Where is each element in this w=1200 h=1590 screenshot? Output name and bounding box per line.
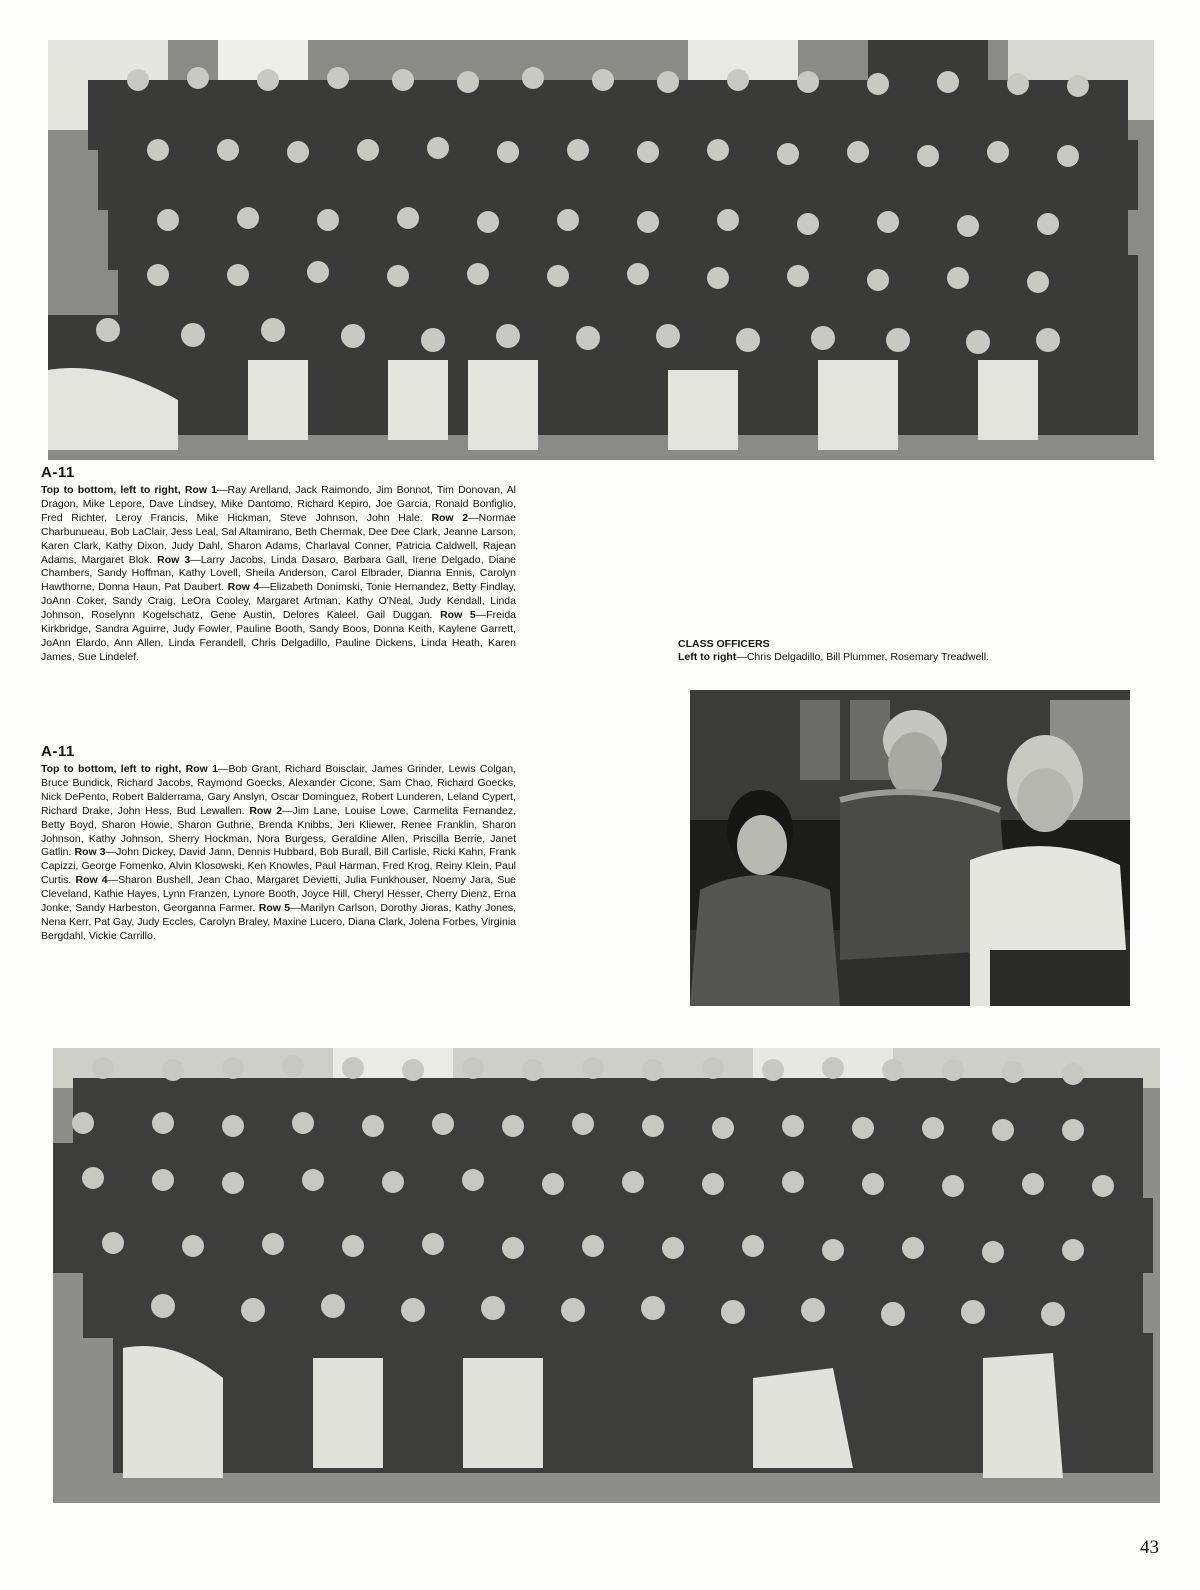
roster-lead: Top to bottom, left to right, Row 1 <box>41 484 218 496</box>
row-label: Row 4 <box>227 581 260 594</box>
class-photo-top <box>48 40 1154 460</box>
officers-text: Left to right—Chris Delgadillo, Bill Plummer, Rosemary Treadwell. <box>678 651 989 663</box>
row-label: Row 2 <box>249 804 283 817</box>
roster-text: Top to bottom, left to right, Row 1—Ray Arelland, Jack Raimondo, Jim Bonnot, Tim Donovan, Al Dragon, Mike Lepore, Dave Lindsey, Mike Dantomo, Richard Kepiro, Joe Garcia, Ronald Bonfiglio, Fred Richter, Leroy Francis, Mike Hickman, Steve Johnson, John Hale. Row 2—Normae Charbunueau, Bob LaClair, Jess Leal, Sal Altamirano, Beth Chermak, Dee Dee Clark, Jeanne Larson, Karen Clark, Kathy Dixon, Judy Dahl, Sharon Adams, Charlaval Conner, Patricia Caldwell, Rajean Adams, Margaret Blok. Row 3—Larry Jacobs, Linda Dasaro, Barbara Gall, Irene Delgado, Diane Chambers, Sandy Hoffman, Kathy Lovell, Sheila Anderson, Carol Elbrader, Dianna Ennis, Carolyn Hawthorne, Donna Haun, Pat Daubert. Row 4—Elizabeth Donimski, Tonie Hernandez, Betty Findlay, JoAnn Coker, Sandy Craig, LeOra Cooley, Margaret Artman, Kathy O'Neal, Judy Kendall, Linda Johnson, Roselynn Kogelschatz, Gene Austin, Delores Kaleel, Gail Duggan. Row 5—Freida Kirkbridge, Sandra Aguirre, Judy Fowler, Pauline Booth, Sandy Boos, Donna Keith, Kaylene Garrett, JoAnn Elardo, Ann Allen, Linda Ferandell, Chris Delgadillo, Pauline Dickens, Linda Heath, Karen James, Sue Lindelef. <box>41 484 517 663</box>
roster-names: Sharon Bushell, Jean Chao, Margaret Devietti, Julia Funkhouser, Noemy Jara, Sue Cleveland, Kathie Hayes, Lynn Franzen, Lynore Booth, Joyce Hill, Cheryl Hesser, Cherry Dienz, Erna Jonke, Sandy Harbeston, Georganna Farmer. <box>41 874 517 915</box>
section-heading: A-11 <box>41 464 75 481</box>
row-label: Row 2 <box>431 511 469 524</box>
row-label: Row 5 <box>258 902 291 915</box>
officers-caption <box>678 638 1148 664</box>
class-photo-top-image <box>48 40 1154 460</box>
roster-names: John Dickey, David Jann, Dennis Hubbard, Bob Burall, Bill Carlisle, Ricki Kahn, Frank Capizzi, George Fomenko, Alvin Klosowski, Ken Knowles, Paul Harman, Fred Krog, Reiny Klein, Paul Curtis. <box>41 846 516 887</box>
roster-names: Ray Arelland, Jack Raimondo, Jim Bonnot, Tim Donovan, Al Dragon, Mike Lepore, Dave Lindsey, Mike Dantomo, Richard Kepiro, Joe Garcia, Ronald Bonfiglio, Fred Richter, Leroy Francis, Mike Hickman, Steve Johnson, John Hale. <box>41 484 516 524</box>
row-label: Row 3 <box>157 553 191 566</box>
officers-photo-image <box>690 690 1130 1006</box>
row-label: Row 4 <box>75 874 108 887</box>
row-label: Row 3 <box>74 846 106 859</box>
roster-names: Larry Jacobs, Linda Dasaro, Barbara Gall, Irene Delgado, Diane Chambers, Sandy Hoffman, Kathy Lovell, Sheila Anderson, Carol Elbrader, Dianna Ennis, Carolyn Hawthorne, Donna Haun, Pat Daubert. <box>41 553 517 594</box>
roster-lead: Top to bottom, left to right, Row 1 <box>41 763 218 775</box>
roster-text: Top to bottom, left to right, Row 1—Bob Grant, Richard Boisclair, James Grinder, Lewis Colgan, Bruce Bundick, Richard Jacobs, Raymond Goecks, Alexander Cicone, Sam Chao, Richard Goecks, Nick DePento, Robert Balderrama, Gary Anslyn, Oscar Dominguez, Robert Lunderen, Leland Cypert, Richard Drake, John Hess, Bud Lewallen. Row 2—Jim Lane, Louise Lowe, Carmelita Fernandez, Betty Boyd, Sharon Howie, Sharon Guthrie, Brenda Knibbs, Jeri Kliewer, Renee Franklin, Sharon Johnson, Kathy Johnson, Sherry Hockman, Nora Burgess, Geraldine Allen, Priscilla Berrie, Janet Gatlin. Row 3—John Dickey, David Jann, Dennis Hubbard, Bob Burall, Bill Carlisle, Ricki Kahn, Frank Capizzi, George Fomenko, Alvin Klosowski, Ken Knowles, Paul Harman, Fred Krog, Reiny Klein, Paul Curtis. Row 4—Sharon Bushell, Jean Chao, Margaret Devietti, Julia Funkhouser, Noemy Jara, Sue Cleveland, Kathie Hayes, Lynn Franzen, Lynore Booth, Joyce Hill, Cheryl Hesser, Cherry Dienz, Erna Jonke, Sandy Harbeston, Georganna Farmer. Row 5—Marilyn Carlson, Dorothy Jioras, Kathy Jones, Nena Kerr, Pat Gay, Judy Eccles, Carolyn Braley, Maxine Lucero, Diana Clark, Jolena Forbes, Virginia Bergdahl, Vickie Carrillo. <box>41 763 517 942</box>
class-photo-bottom-image <box>53 1048 1160 1503</box>
roster-names: Normae Charbunueau, Bob LaClair, Jess Leal, Sal Altamirano, Beth Chermak, Dee Dee Clark, Jeanne Larson, Karen Clark, Kathy Dixon, Judy Dahl, Sharon Adams, Charlaval Conner, Patricia Caldwell, Rajean Adams, Margaret Blok. <box>41 511 516 566</box>
roster-names: Jim Lane, Louise Lowe, Carmelita Fernandez, Betty Boyd, Sharon Howie, Sharon Guthrie, Brenda Knibbs, Jeri Kliewer, Renee Franklin, Sharon Johnson, Kathy Johnson, Sherry Hockman, Nora Burgess, Geraldine Allen, Priscilla Berrie, Janet Gatlin. <box>41 804 516 859</box>
officers-title: CLASS OFFICERS <box>678 638 770 650</box>
section-heading: A-11 <box>41 743 75 760</box>
officers-names: Chris Delgadillo, Bill Plummer, Rosemary Treadwell. <box>746 651 989 663</box>
roster-names: Bob Grant, Richard Boisclair, James Grinder, Lewis Colgan, Bruce Bundick, Richard Jacobs, Raymond Goecks, Alexander Cicone, Sam Chao, Richard Goecks, Nick DePento, Robert Balderrama, Gary Anslyn, Oscar Dominguez, Robert Lunderen, Leland Cypert, Richard Drake, John Hess, Bud Lewallen. <box>41 763 516 817</box>
roster-names: Freida Kirkbridge, Sandra Aguirre, Judy Fowler, Pauline Booth, Sandy Boos, Donna Keith, Kaylene Garrett, JoAnn Elardo, Ann Allen, Linda Ferandell, Chris Delgadillo, Pauline Dickens, Linda Heath, Karen James, Sue Lindelef. <box>41 609 516 663</box>
row-label: Row 5 <box>440 609 476 622</box>
officers-lead: Left to right <box>678 651 737 663</box>
page-number: 43 <box>1140 1537 1159 1558</box>
officers-photo <box>690 690 1130 1006</box>
roster-names: Elizabeth Donimski, Tonie Hernandez, Betty Findlay, JoAnn Coker, Sandy Craig, LeOra Cooley, Margaret Artman, Kathy O'Neal, Judy Kendall, Linda Johnson, Roselynn Kogelschatz, Gene Austin, Delores Kaleel, Gail Duggan. <box>41 581 517 622</box>
caption-block-2 <box>41 743 516 944</box>
caption-block-1 <box>41 464 516 665</box>
class-photo-bottom <box>53 1048 1160 1503</box>
roster-names: Marilyn Carlson, Dorothy Jioras, Kathy Jones, Nena Kerr, Pat Gay, Judy Eccles, Carolyn Braley, Maxine Lucero, Diana Clark, Jolena Forbes, Virginia Bergdahl, Vickie Carrillo. <box>41 902 517 942</box>
